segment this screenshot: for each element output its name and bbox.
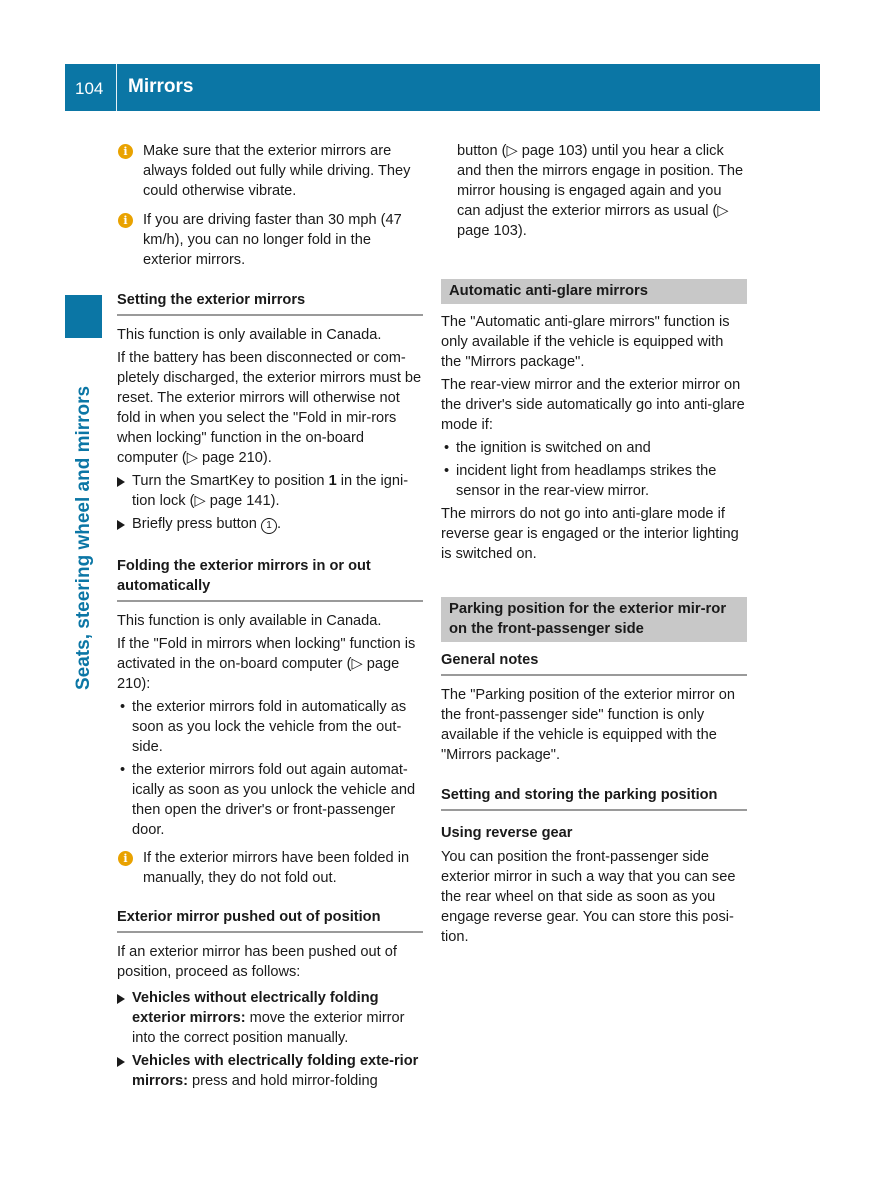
page-header: [65, 64, 820, 111]
paragraph: This function is only available in Canada.: [117, 613, 382, 629]
action-step: Vehicles without electrically folding exterior mirrors: move the exterior mirror into the correct position manually.: [117, 988, 423, 1048]
section-heading: Folding the exterior mirrors in or out automatically: [117, 556, 423, 602]
right-column: [441, 141, 747, 950]
button-number-icon: 1: [261, 518, 277, 534]
paragraph: The rear-view mirror and the exterior mirror on the driver's side automatically go into anti-glare mode if:: [441, 377, 745, 433]
info-icon: i: [118, 144, 133, 159]
action-arrow-icon: [117, 477, 125, 487]
info-note: i If the exterior mirrors have been folded in manually, they do not fold out.: [117, 848, 423, 888]
section-heading: Exterior mirror pushed out of position: [117, 907, 423, 933]
section-heading: General notes: [441, 650, 747, 676]
header-divider: [116, 64, 117, 111]
action-step: Briefly press button 1 .: [117, 514, 423, 534]
section-heading: Automatic anti-glare mirrors: [441, 279, 747, 304]
section-heading: Setting the exterior mirrors: [117, 290, 423, 316]
paragraph: If the "Fold in mirrors when locking" function is activated in the on-board computer (▷ page 210):: [117, 636, 416, 692]
list-item: • the exterior mirrors fold out again automat-ically as soon as you unlock the vehicle and then open the driver's or front-passenger door.: [120, 762, 416, 838]
list-item: • the ignition is switched on and: [444, 440, 651, 456]
info-note: i Make sure that the exterior mirrors are always folded out fully while driving. They could otherwise vibrate.: [117, 141, 423, 201]
action-arrow-icon: [117, 520, 125, 530]
paragraph: You can position the front-passenger side exterior mirror in such a way that you can see the rear wheel on that side as soon as you engage reverse gear. You can store this posi-tion.: [441, 849, 736, 945]
paragraph: If an exterior mirror has been pushed out of position, proceed as follows:: [117, 944, 397, 980]
action-step: Turn the SmartKey to position 1 in the igni-tion lock (▷ page 141).: [117, 471, 423, 511]
paragraph: This function is only available in Canada.: [117, 327, 382, 343]
chapter-title: Mirrors: [128, 76, 194, 97]
paragraph: The mirrors do not go into anti-glare mode if reverse gear is engaged or the interior lighting is switched on.: [441, 506, 739, 562]
info-icon: i: [118, 851, 133, 866]
list-item: • the exterior mirrors fold in automatically as soon as you lock the vehicle from the out-side.: [120, 699, 407, 755]
action-arrow-icon: [117, 1057, 125, 1067]
action-arrow-icon: [117, 994, 125, 1004]
left-column: [117, 141, 423, 1094]
action-step: Vehicles with electrically folding exte-rior mirrors: press and hold mirror-folding: [117, 1051, 423, 1091]
info-note: i If you are driving faster than 30 mph (47 km/h), you can no longer fold in the exterior mirrors.: [117, 210, 423, 270]
list-item: • incident light from headlamps strikes the sensor in the rear-view mirror.: [444, 463, 717, 499]
paragraph: The "Automatic anti-glare mirrors" function is only available if the vehicle is equipped with the "Mirrors package".: [441, 314, 730, 370]
paragraph: The "Parking position of the exterior mirror on the front-passenger side" function is only available if the vehicle is equipped with the "Mirrors package".: [441, 687, 735, 763]
paragraph: If the battery has been disconnected or com-pletely discharged, the exterior mirrors must be reset. The exterior mirrors will otherwise not fold in when you select the "Fold in mir-rors when locking" function in the on-board computer (▷ page 210).: [117, 350, 422, 466]
info-icon: i: [118, 213, 133, 228]
subsection-heading: Using reverse gear: [441, 825, 573, 841]
page-number: 104: [75, 79, 104, 98]
section-heading: Setting and storing the parking position: [441, 785, 747, 811]
paragraph: button (▷ page 103) until you hear a click and then the mirrors engage in position. The mirror housing is engaged again and you can adjust the exterior mirrors as usual (▷ page 103).: [457, 143, 744, 239]
section-heading: Parking position for the exterior mir-ror on the front-passenger side: [441, 597, 747, 642]
side-tab-label: Seats, steering wheel and mirrors: [73, 385, 94, 690]
